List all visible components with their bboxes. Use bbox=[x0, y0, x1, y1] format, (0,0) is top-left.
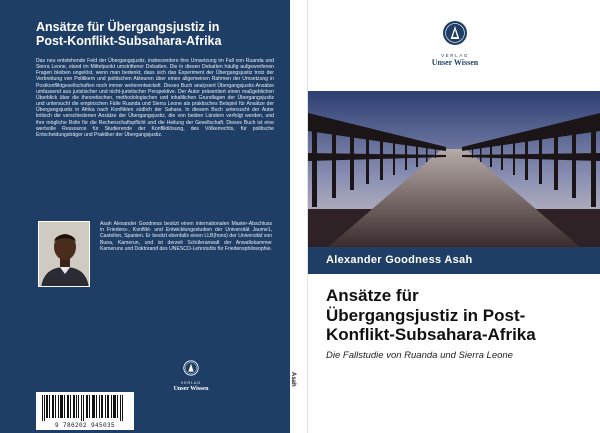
back-publisher-logo bbox=[168, 360, 214, 392]
spine-author: Asah bbox=[290, 372, 296, 387]
front-title bbox=[326, 286, 596, 345]
isbn-digits: 9 786202 945035 bbox=[54, 422, 115, 429]
barcode-icon bbox=[36, 392, 134, 422]
back-cover bbox=[0, 0, 290, 433]
front-cover bbox=[308, 0, 600, 433]
publisher-emblem-icon bbox=[183, 360, 199, 376]
back-title bbox=[36, 20, 276, 48]
back-publisher-name: Unser Wissen bbox=[173, 386, 209, 392]
front-title-line2: Übergangsjustiz in Post- bbox=[326, 305, 526, 325]
bridge-pier-icon bbox=[308, 91, 600, 247]
author-photo bbox=[38, 221, 90, 287]
author-portrait-icon bbox=[39, 222, 90, 287]
author-band bbox=[308, 247, 600, 274]
front-publisher-logo bbox=[420, 20, 490, 67]
author-bio: Asah Alexander Goodness besitzt einen internationalen Master-Abschluss in Friedens-, Konflikt- und Entwicklungsstudien der Universität Jaume1, Castellon, Spanien. Er besitzt ebenfalls einen LLB(hons) der Universität von Buea, Kamerun, und ist derzeit Schüleranwalt der Anwaltskammer Kameruns und Doktorand des UNESCO-Lehrstuhls für Friedensphilosophie. bbox=[100, 221, 272, 252]
isbn-barcode bbox=[36, 392, 134, 430]
publisher-emblem-icon bbox=[442, 20, 468, 46]
back-publisher-sub: VERLAG bbox=[180, 381, 202, 385]
front-subtitle: Die Fallstudie von Ruanda und Sierra Leone bbox=[326, 350, 513, 361]
front-publisher-name: Unser Wissen bbox=[431, 58, 479, 67]
front-publisher-sub: VERLAG bbox=[441, 53, 469, 58]
front-title-line1: Ansätze für bbox=[326, 286, 419, 305]
book-blurb: Das neu entstehende Feld der Übergangsjustiz, insbesondere ihre Umsetzung im Fall von Ruanda und Sierra Leone, stand im Mittelpunkt umstrittener Debatten. Die in diesen Debatten häufig aufgeworfenen Fragen bleiben ungelöst, wenn man bedenkt, dass sich das Experiment der Übergangsjustiz trotz der Verbreitung von Politikern und politischen Akteuren über einen allgemeinen Rahmen der Umsetzung in Postkonfliktgesellschaften noch immer weiterentwickelt. Dieses Buch analysiert Übergangsjustiz-Ansätze umfassend aus juristischer und nicht-juristischer Perspektive. Der Autor präsentiert einen maßgeblichen Überblick über die theoretischen, methodologischen und inhaltlichen Grundlagen der Übergangsjustiz und untersucht die empirischen Fälle Ruanda und Sierra Leone als praktisches Beispiel für Ansätze der Übergangsjustiz in Afrika nach Konflikten südlich der Sahara. In diesem Buch untersucht der Autor kritisch die verschiedenen Ansätze der Übergangsjustiz, die von beiden Ländern verfolgt werden, und ihre mögliche Rolle für die Rechenschaftspflicht und die Heilung der Gesellschaft. Dieses Buch ist eine wertvolle Ressource für Studierende der Konfliktlösung, des Völkerrechts, für politische Entscheidungsträger und Praktiker der Übergangsjustiz. bbox=[36, 58, 274, 138]
back-title-line2: Post-Konflikt-Subsahara-Afrika bbox=[36, 34, 222, 48]
cover-photo-bridge bbox=[308, 91, 600, 247]
front-author: Alexander Goodness Asah bbox=[326, 254, 473, 266]
front-title-line3: Konflikt-Subsahara-Afrika bbox=[326, 325, 536, 344]
book-spine bbox=[290, 0, 308, 433]
back-title-line1: Ansätze für Übergangsjustiz in bbox=[36, 20, 220, 34]
